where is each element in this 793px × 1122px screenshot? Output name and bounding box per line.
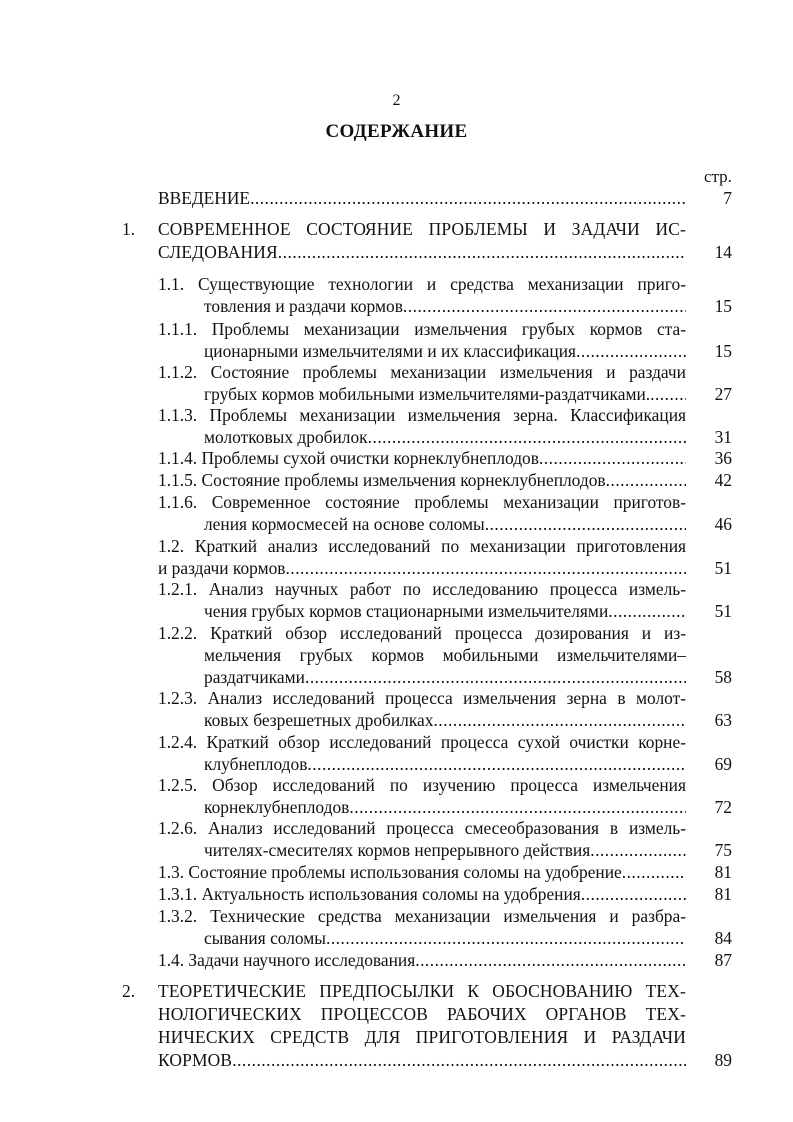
toc-entry-leader-line: [158, 447, 686, 469]
toc-page-number: 63: [714, 710, 732, 730]
toc-entry-number: 1.: [122, 219, 136, 239]
toc-entry-line: 1.1.4. Проблемы сухой очистки корнеклубнеплодов: [158, 448, 539, 468]
dot-leader: [539, 447, 686, 469]
toc-entry-line: 1.2.6. Анализ исследований процесса смесеобразования в измель-: [158, 818, 686, 838]
dot-leader: [608, 600, 686, 622]
toc-page-number: 89: [714, 1050, 732, 1070]
toc-entry-leader-line: [204, 513, 686, 535]
toc-entry-line: 1.1. Существующие технологии и средства механизации приго-: [158, 274, 686, 294]
toc-page-number: 15: [714, 296, 732, 316]
toc-page-number: 81: [714, 862, 732, 882]
toc-entry-leader-line: [158, 187, 686, 209]
toc-entry-line: 1.1.5. Состояние проблемы измельчения корнеклубнеплодов: [158, 470, 606, 490]
toc-entry-line: 1.4. Задачи научного исследования: [158, 950, 416, 970]
toc-entry-leader-line: [204, 295, 686, 317]
toc-entry-leader-line: [204, 709, 686, 731]
toc-entry-leader-line: [204, 927, 686, 949]
toc-entry-leader-line: [158, 883, 686, 905]
toc-page-number: 51: [714, 558, 732, 578]
toc-entry-line: и раздачи кормов: [158, 558, 286, 578]
toc-entry-line: молотковых дробилок: [204, 427, 368, 447]
toc-entry-line: 1.2.4. Краткий обзор исследований процесса сухой очистки корне-: [158, 732, 686, 752]
toc-page-number: 75: [714, 840, 732, 860]
toc-entry-line: 1.3.1. Актуальность использования соломы на удобрения: [158, 884, 581, 904]
toc-entry-line: грубых кормов мобильными измельчителями-раздатчиками.: [204, 384, 651, 404]
dot-leader: [485, 513, 686, 535]
dot-leader: [403, 295, 686, 317]
dot-leader: [232, 1049, 686, 1071]
dot-leader: [349, 796, 686, 818]
toc-entry-leader-line: [158, 469, 686, 491]
toc-page-number: 15: [714, 341, 732, 361]
dot-leader: [305, 666, 686, 688]
dot-leader: [307, 753, 686, 775]
toc-entry-leader-line: [204, 666, 686, 688]
toc-entry-line: КОРМОВ: [158, 1050, 233, 1070]
toc-page-number: 84: [714, 928, 732, 948]
toc-entry-leader-line: [204, 839, 686, 861]
toc-entry-number: 2.: [122, 981, 136, 1001]
toc-entry-leader-line: [204, 753, 686, 775]
dot-leader: [326, 927, 686, 949]
dot-leader: [278, 241, 686, 263]
toc-page-number: 69: [714, 754, 732, 774]
toc-entry-line: чителях-смесителях кормов непрерывного действия: [204, 840, 591, 860]
toc-entry-line: 1.3. Состояние проблемы использования соломы на удобрение: [158, 862, 622, 882]
toc-page-number: 31: [714, 427, 732, 447]
toc-entry-line: СЛЕДОВАНИЯ: [158, 242, 278, 262]
toc-entry-line: СОВРЕМЕННОЕ СОСТОЯНИЕ ПРОБЛЕМЫ И ЗАДАЧИ ИС-: [158, 219, 686, 239]
page-number: 2: [392, 92, 401, 109]
toc-entry-line: 1.1.6. Современное состояние проблемы механизации приготов-: [158, 492, 686, 512]
dot-leader: [606, 469, 686, 491]
toc-entry-line: ковых безрешетных дробилках: [204, 710, 434, 730]
dot-leader: [581, 883, 686, 905]
toc-entry-line: ционарными измельчителями и их классификация: [204, 341, 577, 361]
toc-page-number: 14: [714, 242, 732, 262]
toc-entry-line: НОЛОГИЧЕСКИХ ПРОЦЕССОВ РАБОЧИХ ОРГАНОВ ТЕХ-: [158, 1004, 686, 1024]
toc-entry-leader-line: [158, 949, 686, 971]
toc-page-number: 7: [723, 188, 732, 208]
toc-page-number: 87: [714, 950, 732, 970]
dot-leader: [415, 949, 686, 971]
toc-entry-line: 1.2.3. Анализ исследований процесса измельчения зерна в молот-: [158, 688, 686, 708]
dot-leader: [650, 383, 686, 405]
toc-entry-line: ТЕОРЕТИЧЕСКИЕ ПРЕДПОСЫЛКИ К ОБОСНОВАНИЮ ТЕХ-: [158, 981, 686, 1001]
toc-page-number: 46: [714, 514, 732, 534]
toc-entry-line: раздатчиками: [204, 667, 305, 687]
toc-entry-line: 1.1.3. Проблемы механизации измельчения зерна. Классификация: [158, 405, 686, 425]
toc-entry-line: клубнеплодов: [204, 754, 308, 774]
dot-leader: [590, 839, 686, 861]
document-title: СОДЕРЖАНИЕ: [325, 121, 468, 142]
toc-entry-leader-line: [158, 1049, 686, 1072]
toc-entry-leader-line: [158, 557, 686, 579]
toc-page-number: 36: [714, 448, 732, 468]
dot-leader: [433, 709, 686, 731]
dot-leader: [250, 187, 686, 209]
dot-leader: [576, 340, 686, 362]
toc-entry-leader-line: [158, 861, 686, 883]
toc-entry-line: ВВЕДЕНИЕ: [158, 188, 251, 208]
toc-entry-line: 1.2.2. Краткий обзор исследований процесса дозирования и из-: [158, 623, 686, 643]
dot-leader: [286, 557, 687, 579]
toc-entry-leader-line: [158, 241, 686, 264]
toc-entry-line: чения грубых кормов стационарными измельчителями: [204, 601, 609, 621]
toc-entry-line: 1.1.1. Проблемы механизации измельчения грубых кормов ста-: [158, 319, 686, 339]
toc-page-number: 58: [714, 667, 732, 687]
toc-entry-leader-line: [204, 426, 686, 448]
toc-entry-line: НИЧЕСКИХ СРЕДСТВ ДЛЯ ПРИГОТОВЛЕНИЯ И РАЗДАЧИ: [158, 1027, 686, 1047]
toc-entry-line: 1.2. Краткий анализ исследований по механизации приготовления: [158, 536, 686, 556]
toc-entry-leader-line: [204, 340, 686, 362]
toc-entry-leader-line: [204, 383, 686, 405]
dot-leader: [622, 861, 686, 883]
toc-entry-line: ления кормосмесей на основе соломы: [204, 514, 485, 534]
toc-page-number: 72: [714, 797, 732, 817]
toc-entry-line: мельчения грубых кормов мобильными измельчителями–: [204, 645, 686, 665]
toc-entry-line: товления и раздачи кормов: [204, 296, 403, 316]
toc-entry-line: 1.3.2. Технические средства механизации измельчения и разбра-: [158, 906, 686, 926]
toc-entry-line: сывания соломы: [204, 928, 326, 948]
page-column-label: стр.: [704, 167, 732, 186]
toc-page-number: 27: [714, 384, 732, 404]
toc-page-number: 42: [714, 470, 732, 490]
toc-entry-leader-line: [204, 600, 686, 622]
toc-entry-line: 1.2.5. Обзор исследований по изучению процесса измельчения: [158, 775, 686, 795]
toc-page-number: 81: [714, 884, 732, 904]
toc-page-number: 51: [714, 601, 732, 621]
dot-leader: [368, 426, 686, 448]
toc-entry-line: корнеклубнеплодов: [204, 797, 350, 817]
toc-entry-leader-line: [204, 796, 686, 818]
toc-entry-line: 1.2.1. Анализ научных работ по исследованию процесса измель-: [158, 579, 686, 599]
toc-entry-line: 1.1.2. Состояние проблемы механизации измельчения и раздачи: [158, 362, 686, 382]
